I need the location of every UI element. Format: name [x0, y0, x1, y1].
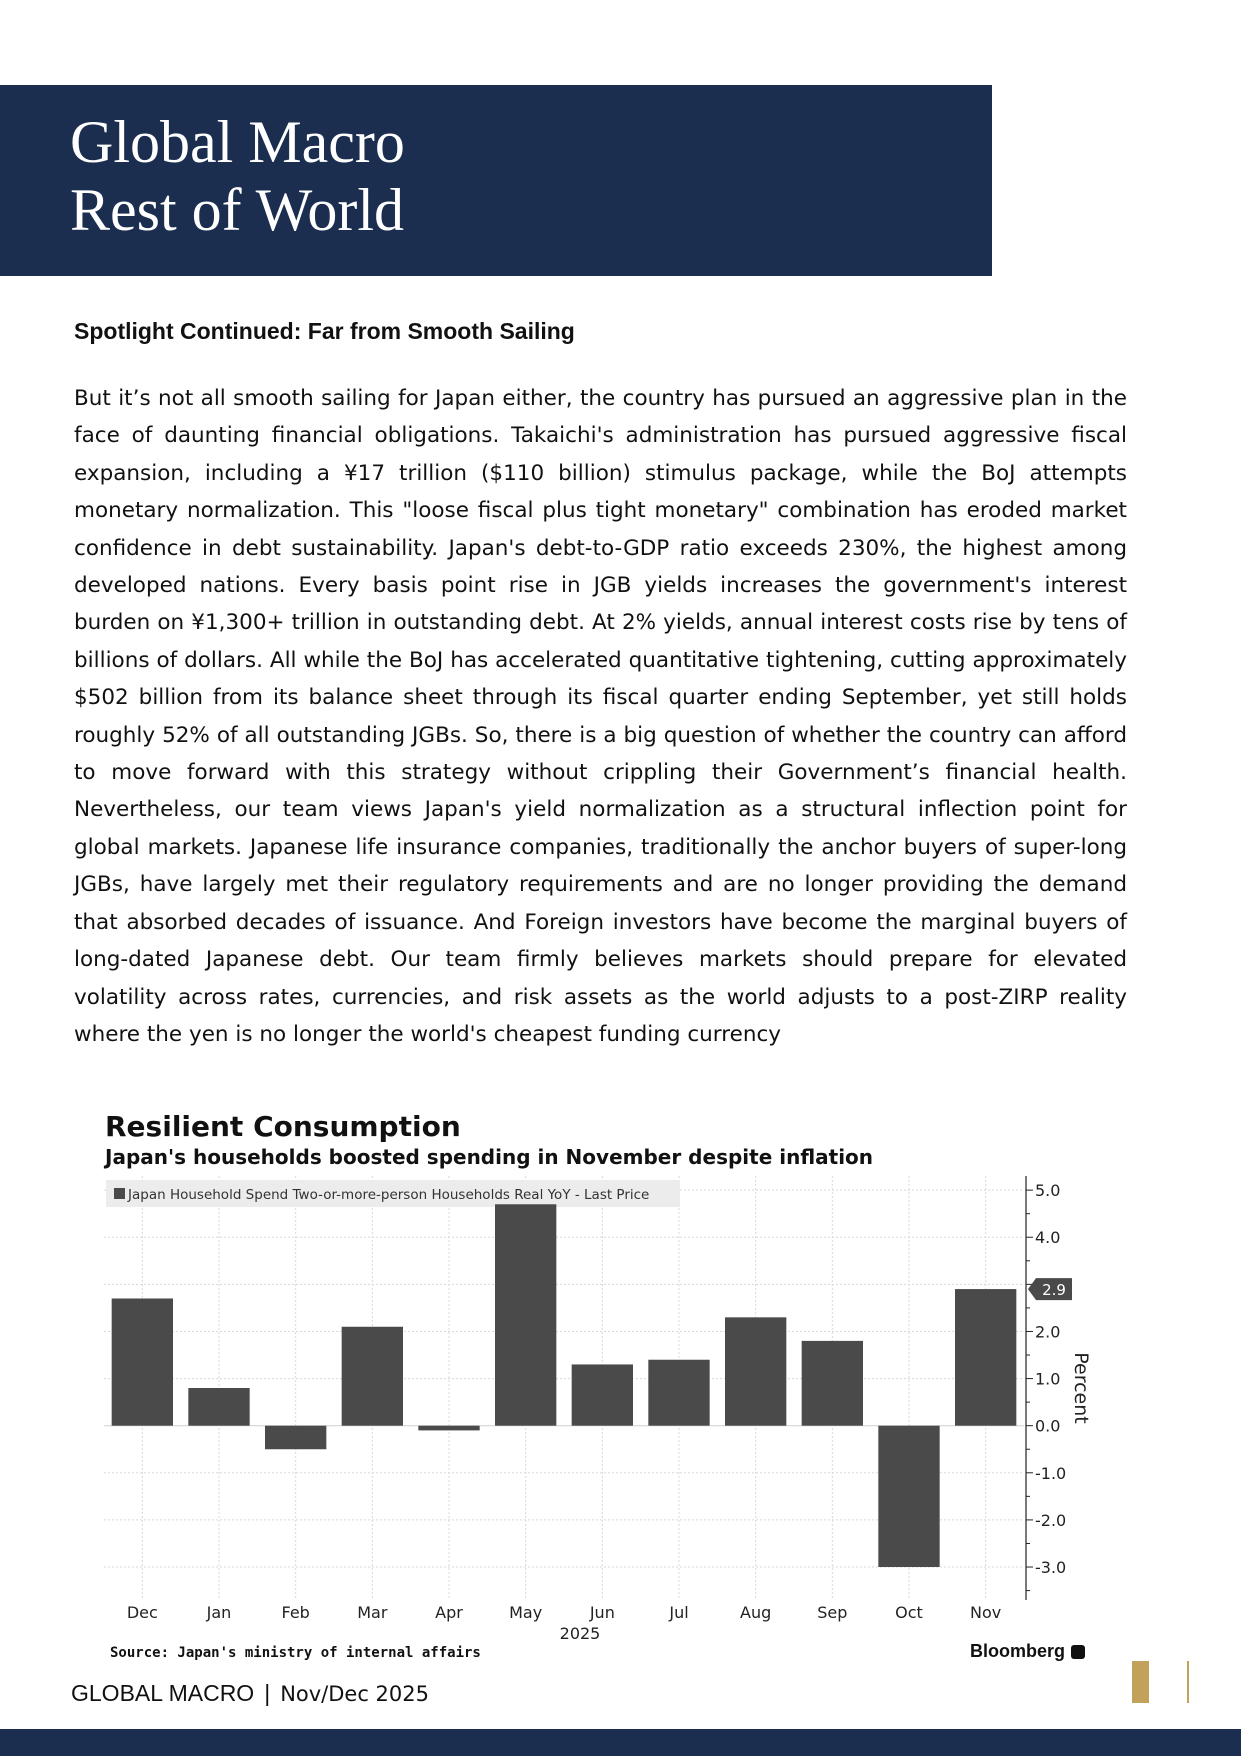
bloomberg-icon — [1071, 1645, 1085, 1659]
bar — [265, 1426, 326, 1450]
bar — [725, 1317, 786, 1425]
brand-name: Bloomberg — [970, 1641, 1066, 1661]
footer-bar — [0, 1729, 1241, 1756]
footer-date: Nov/Dec 2025 — [280, 1682, 430, 1706]
x-tick-label: Feb — [281, 1603, 310, 1622]
x-tick-label: Sep — [817, 1603, 848, 1622]
section-heading: Spotlight Continued: Far from Smooth Sailing — [74, 318, 575, 344]
y-tick-label: -1.0 — [1035, 1463, 1067, 1483]
gold-accent-block — [1132, 1661, 1149, 1703]
bar — [878, 1426, 939, 1567]
y-tick-label: -3.0 — [1035, 1558, 1067, 1578]
y-tick-label: 2.0 — [1035, 1322, 1061, 1342]
footer-separator: | — [264, 1680, 271, 1706]
y-tick-label: 0.0 — [1035, 1416, 1061, 1436]
x-tick-label: May — [509, 1603, 543, 1622]
gold-accent-line — [1187, 1661, 1189, 1703]
legend-label: Japan Household Spend Two-or-more-person Households Real YoY - Last Price — [128, 1187, 650, 1203]
chart-subtitle: Japan's households boosted spending in November despite inflation — [105, 1145, 874, 1169]
footer-publication: GLOBAL MACRO — [71, 1680, 255, 1706]
bar — [418, 1426, 479, 1431]
bar — [648, 1360, 709, 1426]
bar — [112, 1298, 173, 1425]
x-tick-label: Jun — [589, 1603, 615, 1622]
y-tick-label: 4.0 — [1035, 1228, 1061, 1248]
y-tick-label: -2.0 — [1035, 1510, 1067, 1530]
x-tick-label: Apr — [435, 1603, 463, 1622]
body-paragraph: But it’s not all smooth sailing for Japan either, the country has pursued an aggressive plan in the face of daunting financial obligations. Takaichi's administration has pursued aggressive fiscal expansion, including a ¥17 trillion ($110 billion) stimulus package, while the BoJ attempts monetary normalization. This "loose fiscal plus tight monetary" combination has eroded market confidence in debt sustainability. Japan's debt-to-GDP ratio exceeds 230%, the highest among developed nations. Every basis point rise in JGB yields increases the government's interest burden on ¥1,300+ trillion in outstanding debt. At 2% yields, annual interest costs rise by tens of billions of dollars. All while the BoJ has accelerated quantitative tightening, cutting approximately $502 billion from its balance sheet through its fiscal quarter ending September, yet still holds roughly 52% of all outstanding JGBs. So, there is a big question of whether the country can afford to move forward with this strategy without crippling their Government’s financial health. Nevertheless, our team views Japan's yield normalization as a structural inflection point for global markets. Japanese life insurance companies, traditionally the anchor buyers of super-long JGBs, have largely met their regulatory requirements and are no longer providing the demand that absorbed decades of issuance. And Foreign investors have become the marginal buyers of long-dated Japanese debt. Our team firmly believes markets should prepare for elevated volatility across rates, currencies, and risk assets as the world adjusts to a post-ZIRP reality where the yen is no longer the world's cheapest funding currency — [74, 386, 1127, 1047]
y-tick-label: 1.0 — [1035, 1369, 1061, 1389]
chart-title: Resilient Consumption — [105, 1110, 461, 1143]
x-year-label: 2025 — [559, 1624, 601, 1643]
bar — [495, 1204, 556, 1425]
bar — [955, 1289, 1016, 1426]
x-tick-label: Jul — [669, 1603, 689, 1622]
title-line-1: Global Macro — [70, 109, 405, 175]
bar — [572, 1364, 633, 1425]
x-tick-label: Jan — [206, 1603, 232, 1622]
y-axis-title: Percent — [1070, 1352, 1092, 1424]
x-tick-label: Aug — [740, 1603, 772, 1622]
bars — [112, 1204, 1017, 1567]
bloomberg-logo — [970, 1641, 1085, 1662]
chart-source: Source: Japan's ministry of internal affairs — [110, 1645, 481, 1661]
bar — [342, 1327, 403, 1426]
bar — [188, 1388, 249, 1426]
y-axis — [1026, 1176, 1072, 1600]
bar — [802, 1341, 863, 1426]
last-value-label: 2.9 — [1042, 1281, 1066, 1300]
x-tick-label: Mar — [357, 1603, 388, 1622]
y-tick-label: 5.0 — [1035, 1181, 1061, 1201]
x-axis — [127, 1603, 1001, 1622]
title-line-2: Rest of World — [70, 177, 405, 243]
x-tick-label: Oct — [895, 1603, 923, 1622]
x-tick-label: Nov — [970, 1603, 1002, 1622]
footer-label — [71, 1680, 429, 1707]
x-tick-label: Dec — [126, 1603, 158, 1622]
legend-swatch — [114, 1188, 125, 1199]
